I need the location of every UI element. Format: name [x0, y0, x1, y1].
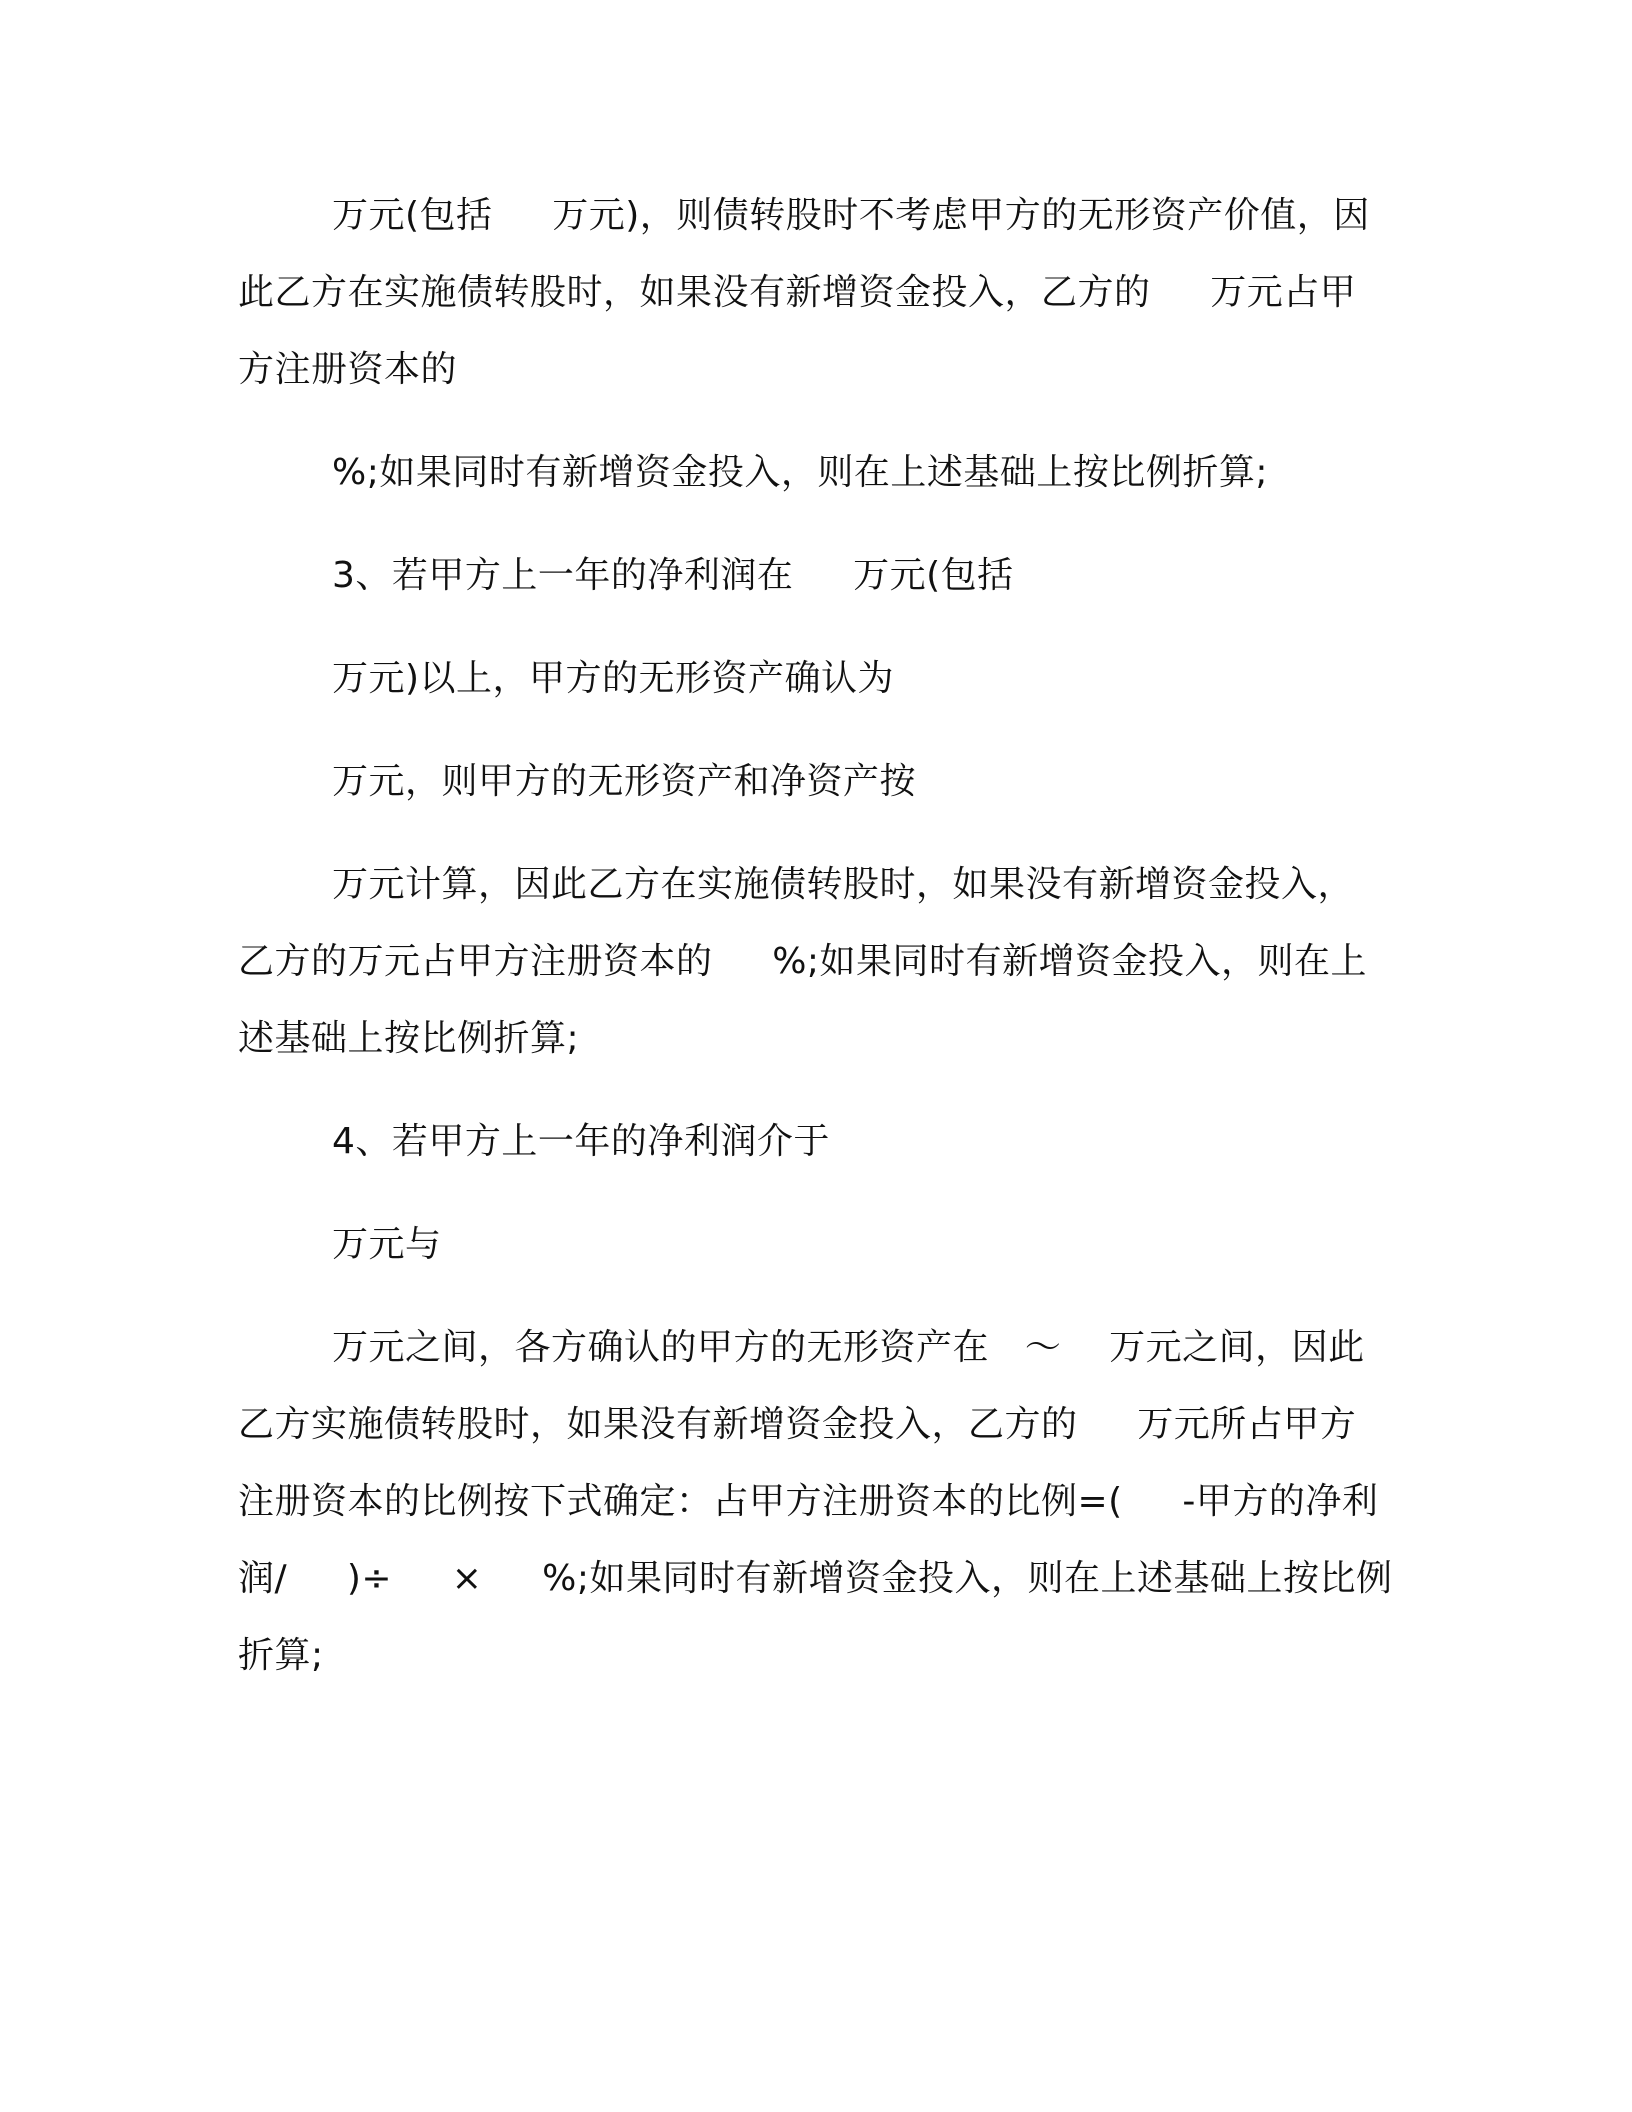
text-line: 万元计算，因此乙方在实施债转股时，如果没有新增资金投入， [332, 864, 1355, 905]
text-line: 润/ )÷ × %;如果同时有新增资金投入，则在上述基础上按比例 [238, 1558, 1393, 1599]
text-line: 方注册资本的 [238, 349, 458, 390]
text-line: 3、若甲方上一年的净利润在 万元(包括 [332, 555, 1014, 596]
text-line: 万元之间，各方确认的甲方的无形资产在 ～ 万元之间，因此 [332, 1327, 1365, 1368]
text-line: 注册资本的比例按下式确定：占甲方注册资本的比例=( -甲方的净利 [238, 1481, 1379, 1522]
text-line: 此乙方在实施债转股时，如果没有新增资金投入，乙方的 万元占甲 [238, 272, 1357, 313]
text-line: 万元，则甲方的无形资产和净资产按 [332, 761, 917, 802]
text-line: 4、若甲方上一年的净利润介于 [332, 1121, 830, 1162]
text-line: %;如果同时有新增资金投入，则在上述基础上按比例折算; [332, 452, 1268, 493]
text-line: 述基础上按比例折算; [238, 1018, 580, 1059]
text-line: 折算; [238, 1635, 324, 1676]
text-line: 乙方的万元占甲方注册资本的 %;如果同时有新增资金投入，则在上 [238, 941, 1368, 982]
text-line: 万元)以上，甲方的无形资产确认为 [332, 658, 895, 699]
text-line: 万元与 [332, 1224, 442, 1265]
text-line: 乙方实施债转股时，如果没有新增资金投入，乙方的 万元所占甲方 [238, 1404, 1357, 1445]
text-line: 万元(包括 万元)，则债转股时不考虑甲方的无形资产价值，因 [332, 195, 1370, 236]
